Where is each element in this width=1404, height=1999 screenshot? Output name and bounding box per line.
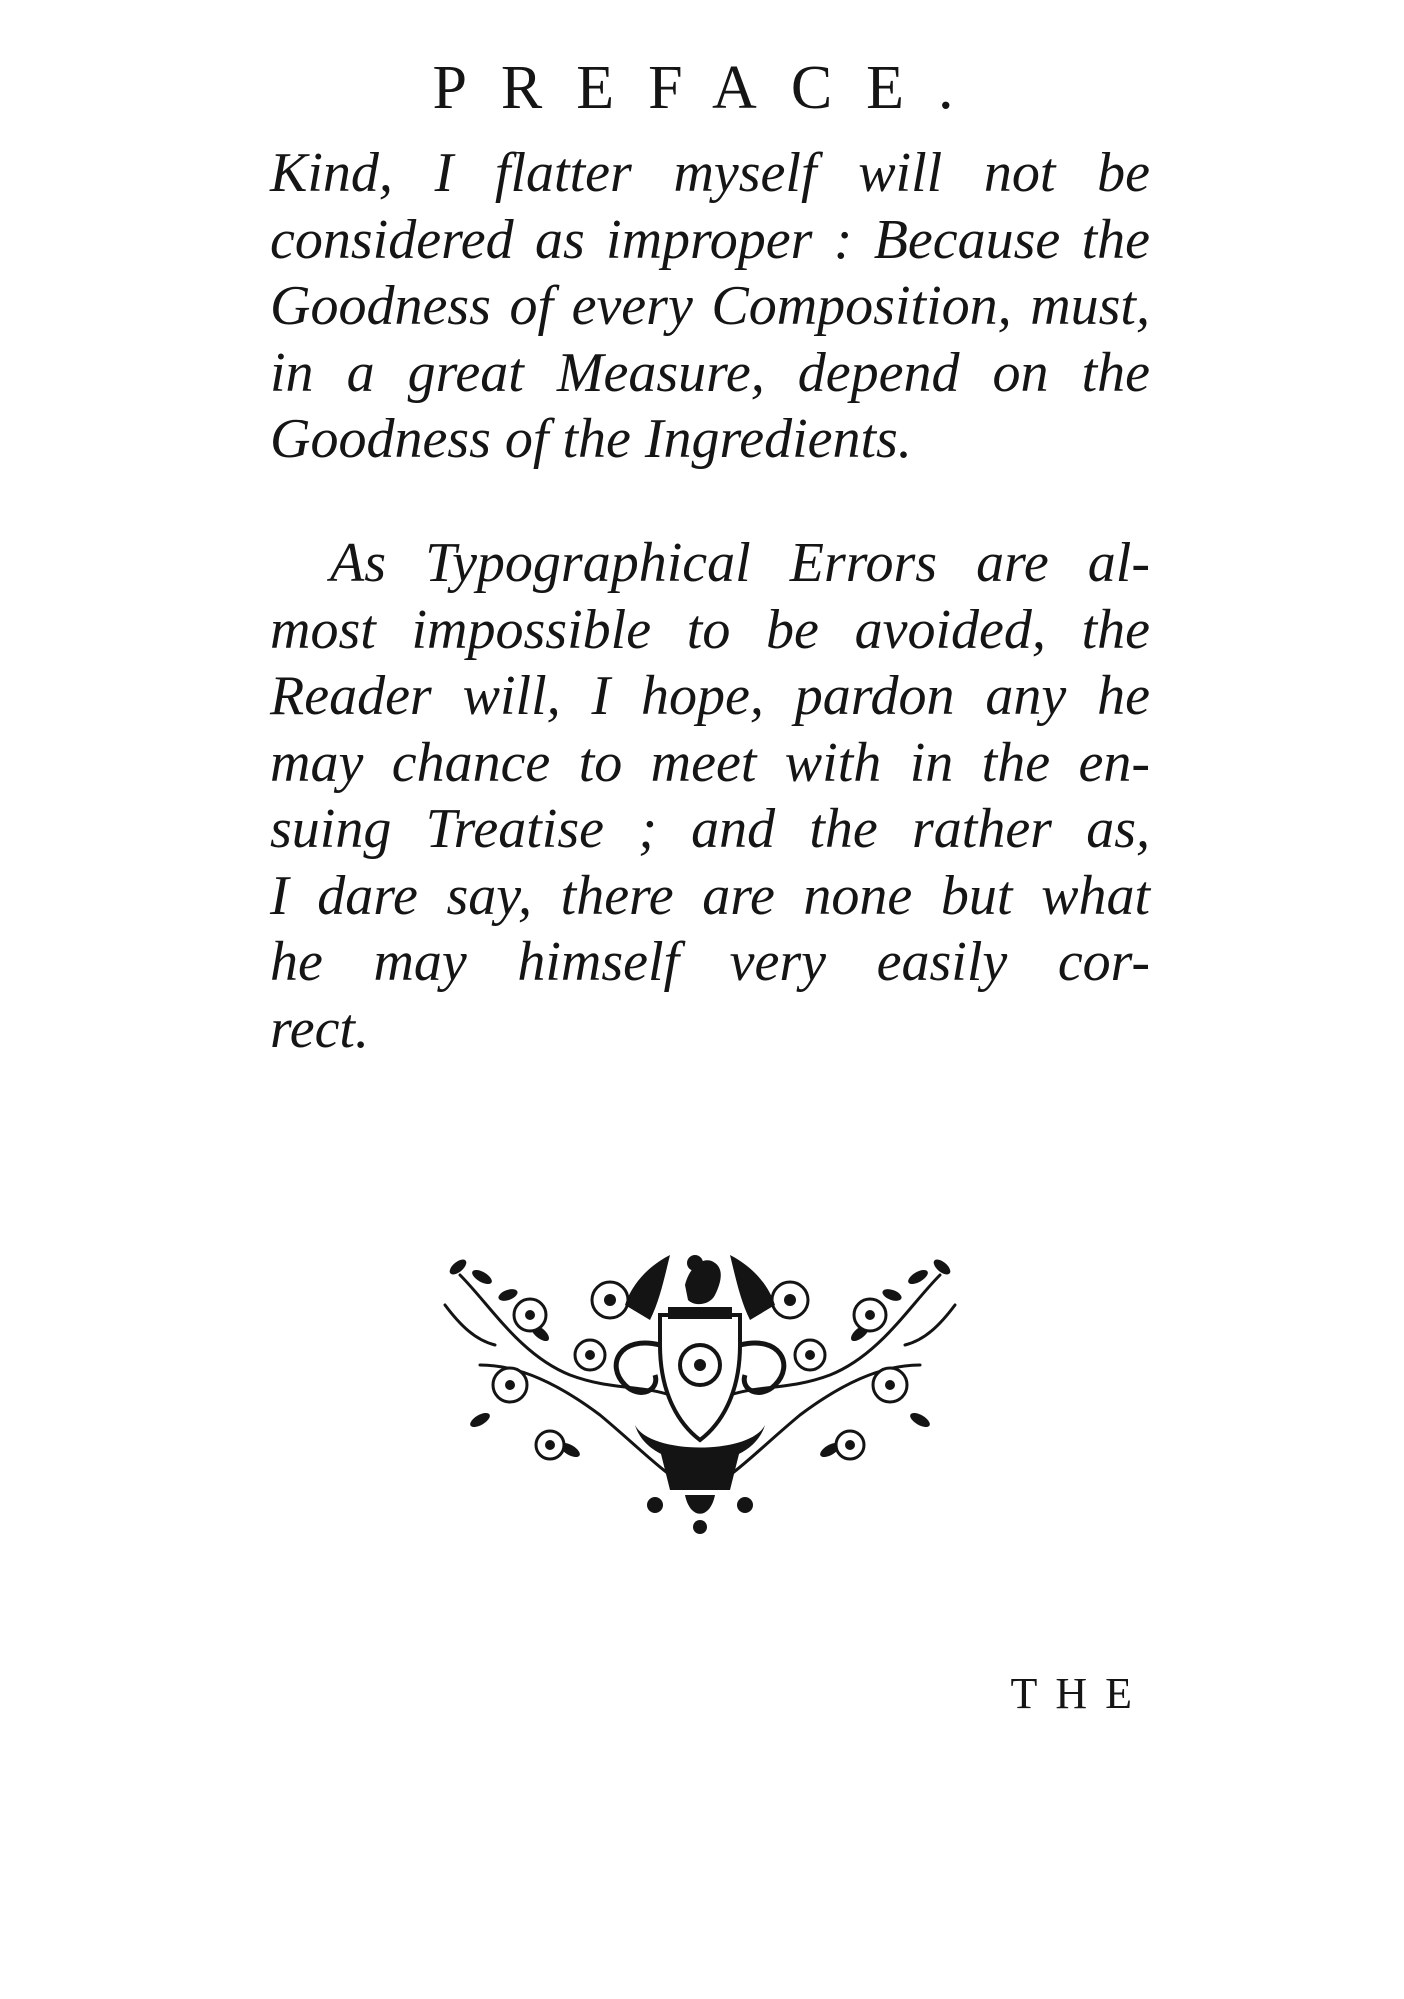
floral-vignette-ornament-icon — [420, 1245, 980, 1545]
paragraph-continued — [270, 140, 1150, 473]
paragraph-line: Reader will, I hope, pardon any he — [270, 665, 1150, 727]
paragraph-line: Kind, I flatter myself will not be — [270, 142, 1150, 204]
paragraph-typographical-errors — [270, 530, 1150, 1062]
paragraph-line: suing Treatise ; and the rather as, — [270, 798, 1150, 860]
paragraph-line: Goodness of every Composition, must, — [270, 275, 1150, 337]
paragraph-line: Goodness of the Ingredients. — [270, 408, 912, 470]
paragraph-line: considered as improper : Because the — [270, 208, 1150, 271]
paragraph-line: I dare say, there are none but what — [270, 864, 1150, 927]
paragraph-line: he may himself very easily cor- — [270, 931, 1150, 993]
paragraph-line: most impossible to be avoided, the — [270, 598, 1150, 661]
paragraph-line: As Typographical Errors are al- — [330, 532, 1150, 594]
paragraph-line: rect. — [270, 997, 369, 1060]
paragraph-line: may chance to meet with in the en- — [270, 731, 1150, 794]
catchword: THE — [1010, 1669, 1150, 1718]
paragraph-line: in a great Measure, depend on the — [270, 341, 1150, 404]
page-header-title: PREFACE. — [432, 54, 988, 122]
